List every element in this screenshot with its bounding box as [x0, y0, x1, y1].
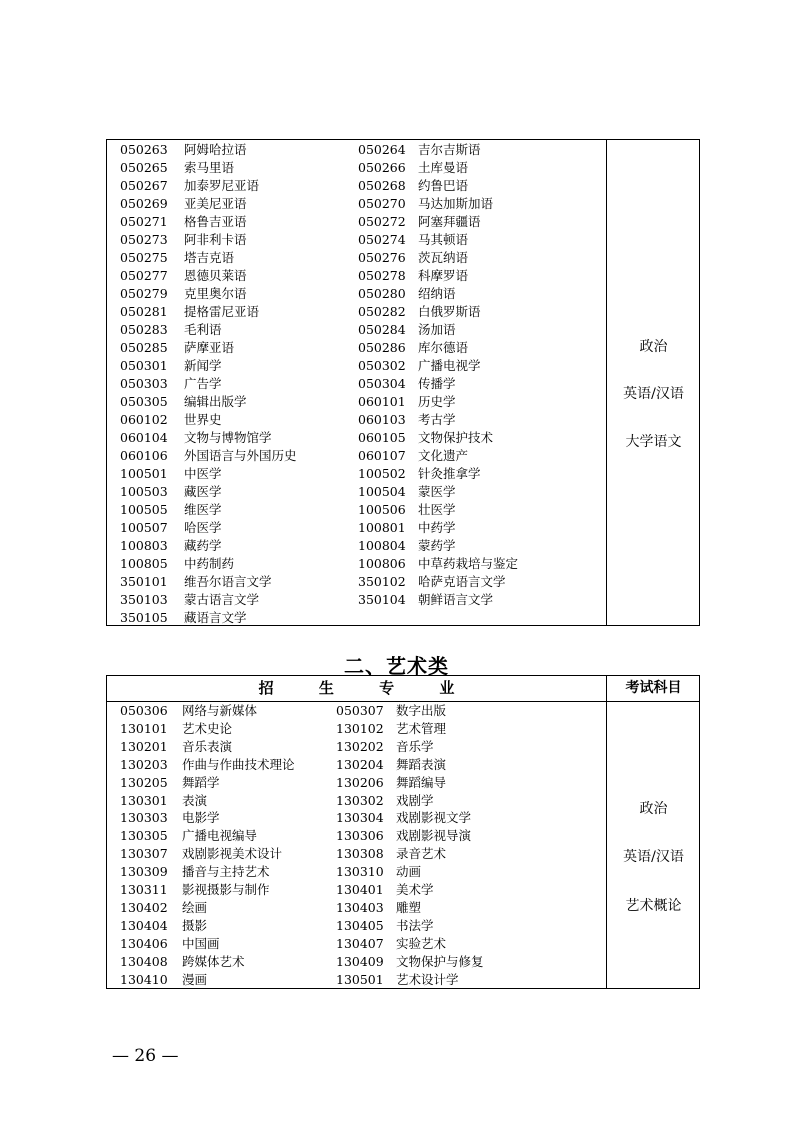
major-code: 060104 — [120, 430, 168, 445]
major-name: 阿姆哈拉语 — [184, 142, 247, 157]
major-code: 100506 — [358, 502, 406, 517]
major-code: 050281 — [120, 304, 168, 319]
table-row — [107, 159, 606, 177]
table-row — [107, 702, 606, 720]
major-name: 藏医学 — [184, 484, 222, 499]
major-code: 050283 — [120, 322, 168, 337]
table-row — [107, 339, 606, 357]
header-exam-subjects: 考试科目 — [625, 680, 682, 696]
major-name: 戏剧影视美术设计 — [182, 846, 283, 862]
major-name: 文物保护与修复 — [396, 953, 484, 969]
major-name: 音乐表演 — [182, 738, 233, 754]
table-row — [107, 863, 606, 881]
majors-table-continued — [106, 139, 700, 626]
major-code: 130402 — [120, 899, 168, 915]
major-code: 100805 — [120, 556, 168, 571]
table-row — [107, 573, 606, 591]
major-name: 传播学 — [418, 376, 456, 391]
major-name: 朝鲜语言文学 — [418, 592, 494, 607]
major-code: 050269 — [120, 196, 168, 211]
exam-subject: 政治 — [639, 801, 668, 817]
major-code: 050302 — [358, 358, 406, 373]
major-name: 艺术设计学 — [396, 971, 459, 987]
major-code: 050286 — [358, 340, 406, 355]
major-name: 文化遗产 — [418, 448, 469, 463]
major-code: 060103 — [358, 412, 406, 427]
major-code: 050275 — [120, 250, 168, 265]
major-code: 130310 — [336, 864, 384, 880]
major-code: 100803 — [120, 538, 168, 553]
table-row — [107, 537, 606, 555]
major-name: 音乐学 — [396, 738, 434, 754]
table-row — [107, 375, 606, 393]
major-code: 060105 — [358, 430, 406, 445]
major-name: 漫画 — [182, 971, 208, 987]
major-code: 100504 — [358, 484, 406, 499]
major-name: 摄影 — [182, 917, 208, 933]
major-code: 130101 — [120, 720, 168, 736]
table-row — [107, 792, 606, 810]
major-name: 藏语言文学 — [184, 610, 247, 625]
exam-subjects-cell — [607, 702, 700, 989]
table-row — [107, 519, 606, 537]
table-row — [107, 429, 606, 447]
major-name: 艺术管理 — [396, 720, 447, 736]
major-name: 舞蹈表演 — [396, 756, 447, 772]
table-row — [107, 899, 606, 917]
table-row — [107, 141, 606, 159]
major-code: 130311 — [120, 882, 168, 897]
table-row — [107, 809, 606, 827]
table-row — [107, 285, 606, 303]
major-code: 050307 — [336, 703, 384, 718]
table-row — [107, 303, 606, 321]
major-code: 050282 — [358, 304, 406, 319]
table-row — [107, 917, 606, 935]
table-row — [107, 249, 606, 267]
major-code: 130309 — [120, 864, 168, 880]
major-name: 毛利语 — [184, 322, 222, 337]
major-name: 阿非利卡语 — [184, 232, 247, 247]
major-code: 130203 — [120, 756, 168, 772]
major-name: 蒙药学 — [418, 538, 456, 553]
major-code: 060107 — [358, 448, 406, 463]
major-name: 哈医学 — [184, 520, 222, 535]
major-name: 绍纳语 — [418, 286, 456, 301]
arts-majors-table — [106, 675, 700, 989]
majors-column — [107, 702, 606, 989]
major-name: 约鲁巴语 — [418, 178, 469, 193]
exam-subject: 英语/汉语 — [623, 386, 684, 402]
major-code: 050263 — [120, 142, 168, 157]
exam-subject: 艺术概论 — [625, 898, 682, 914]
major-name: 哈萨克语言文学 — [418, 574, 506, 589]
major-code: 100503 — [120, 484, 168, 499]
major-name: 书法学 — [396, 917, 434, 933]
major-code: 100505 — [120, 502, 168, 517]
major-name: 美术学 — [396, 882, 434, 897]
major-name: 广播电视学 — [418, 358, 481, 373]
major-code: 050272 — [358, 214, 406, 229]
major-code: 130403 — [336, 899, 384, 915]
major-name: 中药制药 — [184, 556, 235, 571]
major-code: 130306 — [336, 828, 384, 844]
major-code: 100806 — [358, 556, 406, 571]
major-name: 中草药栽培与鉴定 — [418, 556, 519, 571]
table-row — [107, 465, 606, 483]
page-number: — 26 — — [112, 1046, 179, 1066]
major-name: 戏剧学 — [396, 792, 434, 808]
major-code: 050306 — [120, 703, 168, 718]
major-code: 050264 — [358, 142, 406, 157]
major-name: 播音与主持艺术 — [182, 864, 270, 880]
major-code: 050270 — [358, 196, 406, 211]
major-name: 雕塑 — [396, 899, 422, 915]
major-code: 350101 — [120, 574, 168, 589]
major-name: 艺术史论 — [182, 720, 233, 736]
major-code: 050285 — [120, 340, 168, 355]
major-name: 白俄罗斯语 — [418, 304, 481, 319]
table-row — [107, 267, 606, 285]
major-name: 实验艺术 — [396, 935, 447, 951]
table-row — [107, 393, 606, 411]
major-name: 录音艺术 — [396, 846, 447, 862]
major-code: 350104 — [358, 592, 406, 607]
major-code: 130501 — [336, 971, 384, 987]
major-code: 130410 — [120, 971, 168, 987]
table-row — [107, 953, 606, 971]
major-code: 050276 — [358, 250, 406, 265]
major-name: 戏剧影视文学 — [396, 810, 472, 826]
major-name: 戏剧影视导演 — [396, 828, 472, 844]
major-name: 库尔德语 — [418, 340, 469, 355]
major-name: 中医学 — [184, 466, 222, 481]
major-code: 050273 — [120, 232, 168, 247]
table-row — [107, 756, 606, 774]
major-name: 广播电视编导 — [182, 828, 258, 844]
major-name: 文物保护技术 — [418, 430, 494, 445]
major-name: 土库曼语 — [418, 160, 469, 175]
major-name: 克里奥尔语 — [184, 286, 247, 301]
table-row — [107, 827, 606, 845]
exam-subject: 英语/汉语 — [623, 849, 684, 865]
major-code: 050274 — [358, 232, 406, 247]
major-name: 表演 — [182, 792, 208, 808]
major-code: 130301 — [120, 792, 168, 808]
major-name: 中国画 — [182, 935, 220, 951]
exam-subjects-cell — [607, 140, 700, 625]
header-char: 专 — [379, 679, 395, 697]
major-code: 130305 — [120, 828, 168, 844]
major-name: 恩德贝莱语 — [184, 268, 247, 283]
major-code: 130409 — [336, 953, 384, 969]
major-code: 130405 — [336, 917, 384, 933]
major-code: 050305 — [120, 394, 168, 409]
major-code: 130204 — [336, 756, 384, 772]
major-name: 历史学 — [418, 394, 456, 409]
major-code: 350105 — [120, 610, 168, 625]
table-row — [107, 609, 606, 627]
major-name: 马达加斯加语 — [418, 196, 494, 211]
major-name: 蒙医学 — [418, 484, 456, 499]
major-code: 050268 — [358, 178, 406, 193]
header-char: 招 — [258, 679, 274, 697]
major-code: 050265 — [120, 160, 168, 175]
major-name: 绘画 — [182, 899, 208, 915]
major-name: 舞蹈编导 — [396, 774, 447, 790]
major-code: 130307 — [120, 846, 168, 862]
major-code: 050267 — [120, 178, 168, 193]
major-name: 考古学 — [418, 412, 456, 427]
table-row — [107, 720, 606, 738]
major-name: 壮医学 — [418, 502, 456, 517]
major-name: 影视摄影与制作 — [182, 882, 270, 897]
major-name: 舞蹈学 — [182, 774, 220, 790]
table-row — [107, 321, 606, 339]
major-code: 050303 — [120, 376, 168, 391]
major-name: 电影学 — [182, 810, 220, 826]
major-name: 加泰罗尼亚语 — [184, 178, 260, 193]
major-code: 060102 — [120, 412, 168, 427]
major-code: 350102 — [358, 574, 406, 589]
major-code: 130102 — [336, 720, 384, 736]
major-code: 130201 — [120, 738, 168, 754]
table-row — [107, 774, 606, 792]
header-char: 业 — [439, 679, 455, 697]
major-name: 新闻学 — [184, 358, 222, 373]
major-name: 编辑出版学 — [184, 394, 247, 409]
major-name: 马其顿语 — [418, 232, 469, 247]
major-code: 060106 — [120, 448, 168, 463]
major-code: 130406 — [120, 935, 168, 951]
major-name: 茨瓦纳语 — [418, 250, 469, 265]
major-name: 针灸推拿学 — [418, 466, 481, 481]
header-majors — [107, 676, 606, 701]
major-name: 科摩罗语 — [418, 268, 469, 283]
major-code: 130401 — [336, 882, 384, 897]
major-code: 130407 — [336, 935, 384, 951]
major-code: 100804 — [358, 538, 406, 553]
header-char: 生 — [318, 679, 334, 697]
major-code: 100501 — [120, 466, 168, 481]
table-row — [107, 555, 606, 573]
major-name: 藏药学 — [184, 538, 222, 553]
major-name: 动画 — [396, 864, 422, 880]
table-row — [107, 591, 606, 609]
table-row — [107, 411, 606, 429]
major-code: 100507 — [120, 520, 168, 535]
major-name: 吉尔吉斯语 — [418, 142, 481, 157]
major-code: 130408 — [120, 953, 168, 969]
major-name: 数字出版 — [396, 703, 447, 718]
major-name: 汤加语 — [418, 322, 456, 337]
section-title: 二、艺术类 — [344, 654, 449, 678]
table-row — [107, 483, 606, 501]
major-code: 350103 — [120, 592, 168, 607]
major-name: 网络与新媒体 — [182, 703, 258, 718]
major-code: 130404 — [120, 917, 168, 933]
major-name: 阿塞拜疆语 — [418, 214, 481, 229]
major-code: 130304 — [336, 810, 384, 826]
major-name: 外国语言与外国历史 — [184, 448, 297, 463]
major-code: 050277 — [120, 268, 168, 283]
major-code: 100502 — [358, 466, 406, 481]
majors-column — [107, 140, 607, 625]
major-code: 130206 — [336, 774, 384, 790]
major-name: 索马里语 — [184, 160, 235, 175]
major-name: 中药学 — [418, 520, 456, 535]
exam-subject: 大学语文 — [625, 434, 682, 450]
major-name: 维医学 — [184, 502, 222, 517]
major-code: 130202 — [336, 738, 384, 754]
major-name: 格鲁吉亚语 — [184, 214, 247, 229]
major-code: 130205 — [120, 774, 168, 790]
major-code: 130303 — [120, 810, 168, 826]
major-code: 130302 — [336, 792, 384, 808]
major-name: 作曲与作曲技术理论 — [182, 756, 295, 772]
table-row — [107, 357, 606, 375]
table-row — [107, 881, 606, 899]
major-name: 广告学 — [184, 376, 222, 391]
table-row — [107, 935, 606, 953]
major-name: 蒙古语言文学 — [184, 592, 260, 607]
table-row — [107, 501, 606, 519]
table-row — [107, 213, 606, 231]
major-name: 塔吉克语 — [184, 250, 235, 265]
major-code: 050284 — [358, 322, 406, 337]
major-code: 050271 — [120, 214, 168, 229]
major-name: 亚美尼亚语 — [184, 196, 247, 211]
major-code: 130308 — [336, 846, 384, 862]
major-code: 050280 — [358, 286, 406, 301]
table-row — [107, 195, 606, 213]
major-code: 050266 — [358, 160, 406, 175]
major-name: 文物与博物馆学 — [184, 430, 272, 445]
major-name: 跨媒体艺术 — [182, 953, 245, 969]
major-code: 050301 — [120, 358, 168, 373]
major-name: 萨摩亚语 — [184, 340, 235, 355]
major-code: 060101 — [358, 394, 406, 409]
major-name: 提格雷尼亚语 — [184, 304, 260, 319]
table-row — [107, 177, 606, 195]
table-row — [107, 447, 606, 465]
table-row — [107, 971, 606, 989]
major-name: 世界史 — [184, 412, 222, 427]
table-row — [107, 738, 606, 756]
exam-subject: 政治 — [639, 339, 668, 355]
major-code: 050278 — [358, 268, 406, 283]
table-row — [107, 231, 606, 249]
table-row — [107, 845, 606, 863]
major-code: 050304 — [358, 376, 406, 391]
major-name: 维吾尔语言文学 — [184, 574, 272, 589]
major-code: 100801 — [358, 520, 406, 535]
major-code: 050279 — [120, 286, 168, 301]
